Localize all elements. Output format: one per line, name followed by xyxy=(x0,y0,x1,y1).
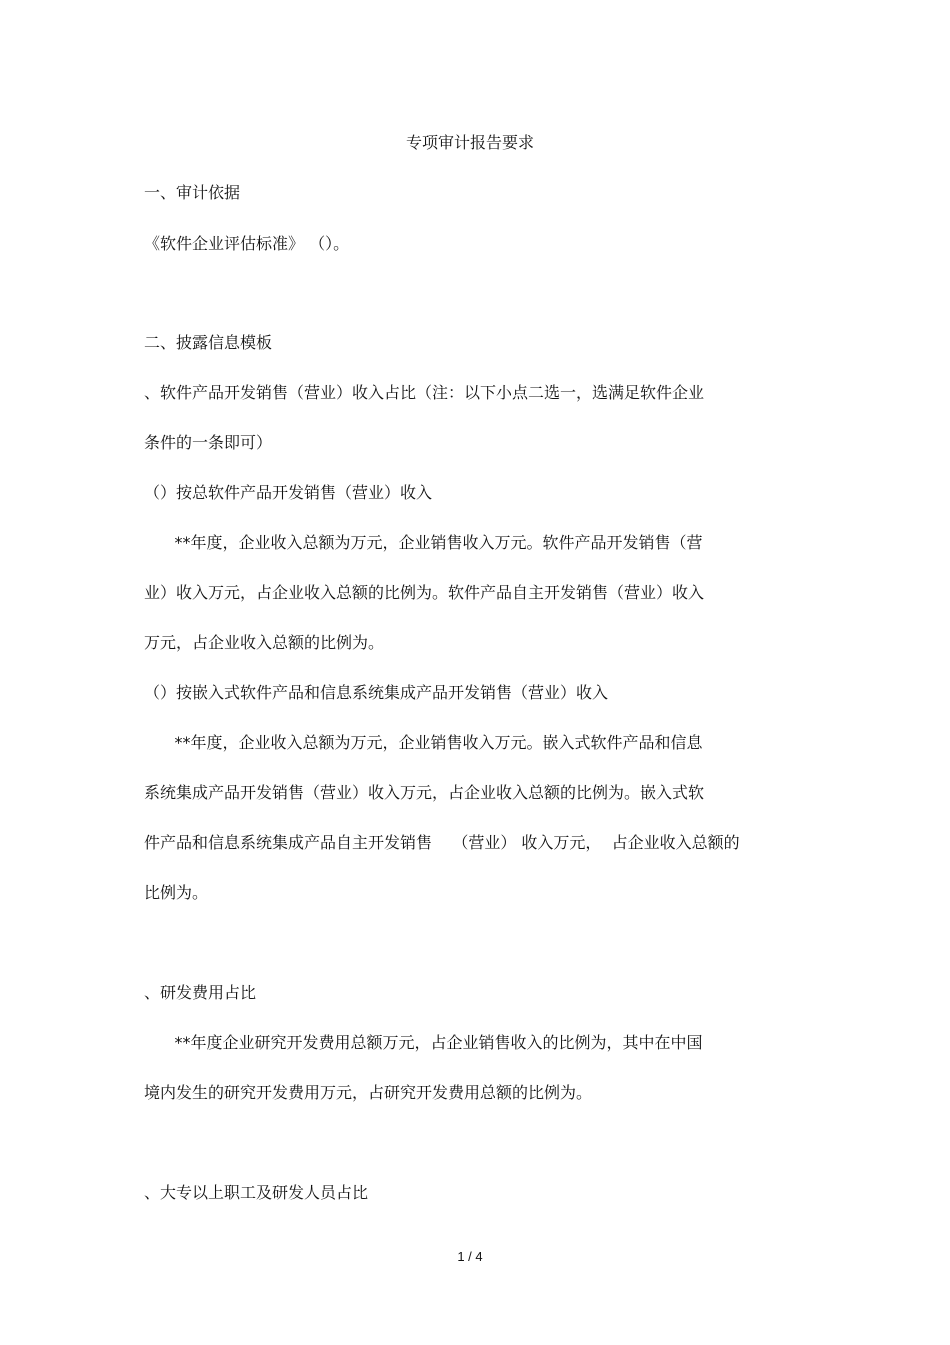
paragraph-line: **年度，企业收入总额为万元，企业销售收入万元。软件产品开发销售（营 xyxy=(144,533,703,552)
paragraph-line: 条件的一条即可） xyxy=(144,433,273,452)
paragraph-line: 境内发生的研究开发费用万元，占研究开发费用总额的比例为。 xyxy=(144,1083,593,1102)
section-heading-1: 一、审计依据 xyxy=(144,183,241,202)
subsection-heading: 、大专以上职工及研发人员占比 xyxy=(144,1183,369,1202)
paragraph-line: **年度企业研究开发费用总额万元，占企业销售收入的比例为，其中在中国 xyxy=(144,1033,703,1052)
subsection-heading: 、研发费用占比 xyxy=(144,983,257,1002)
subsection-heading: （）按嵌入式软件产品和信息系统集成产品开发销售（营业）收入 xyxy=(144,683,609,702)
paragraph-line: 万元，占企业收入总额的比例为。 xyxy=(144,633,385,652)
paragraph-line: 《软件企业评估标准》 （）。 xyxy=(144,234,350,253)
section-heading-2: 二、披露信息模板 xyxy=(144,333,273,352)
page-number: 1 / 4 xyxy=(457,1249,483,1264)
paragraph-line: **年度，企业收入总额为万元，企业销售收入万元。嵌入式软件产品和信息 xyxy=(144,733,703,752)
paragraph-line: 系统集成产品开发销售（营业）收入万元，占企业收入总额的比例为。嵌入式软 xyxy=(144,783,705,802)
paragraph-line: 比例为。 xyxy=(144,883,209,902)
document-title: 专项审计报告要求 xyxy=(405,133,534,152)
paragraph-line: 件产品和信息系统集成产品自主开发销售 （营业） 收入万元， 占企业收入总额的 xyxy=(144,833,740,852)
subsection-heading: （）按总软件产品开发销售（营业）收入 xyxy=(144,483,433,502)
paragraph-line: 、软件产品开发销售（营业）收入占比（注：以下小点二选一，选满足软件企业 xyxy=(144,383,705,402)
paragraph-line: 业）收入万元，占企业收入总额的比例为。软件产品自主开发销售（营业）收入 xyxy=(144,583,705,602)
